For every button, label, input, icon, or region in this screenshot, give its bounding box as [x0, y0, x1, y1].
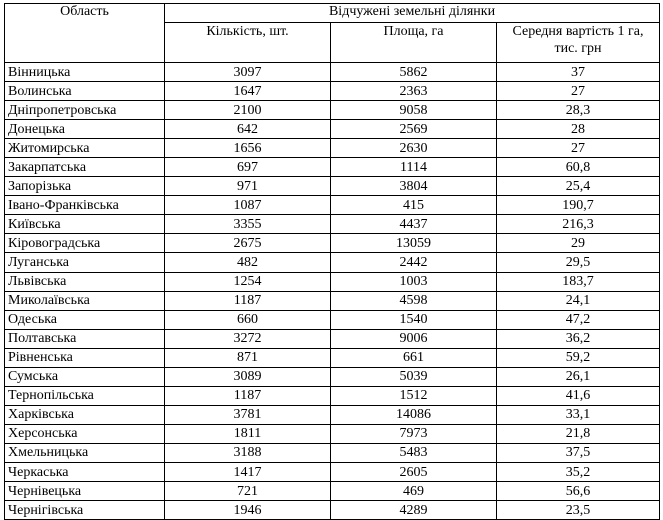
area-cell: 469: [331, 482, 497, 501]
count-cell: 1647: [165, 82, 331, 101]
region-cell: Запорізька: [5, 177, 165, 196]
area-cell: 415: [331, 196, 497, 215]
region-cell: Одеська: [5, 310, 165, 329]
region-cell: Миколаївська: [5, 291, 165, 310]
count-cell: 482: [165, 253, 331, 272]
region-cell: Львівська: [5, 272, 165, 291]
count-cell: 1417: [165, 462, 331, 481]
area-cell: 4289: [331, 501, 497, 520]
count-cell: 642: [165, 120, 331, 139]
count-cell: 721: [165, 482, 331, 501]
table-body: [5, 63, 660, 520]
area-cell: 5483: [331, 443, 497, 462]
count-cell: 1254: [165, 272, 331, 291]
avg-price-cell: 41,6: [497, 386, 660, 405]
header-area: Площа, га: [331, 23, 497, 63]
count-cell: 3781: [165, 405, 331, 424]
table-row: [5, 101, 660, 120]
table-row: [5, 329, 660, 348]
area-cell: 2442: [331, 253, 497, 272]
region-cell: Чернівецька: [5, 482, 165, 501]
area-cell: 9058: [331, 101, 497, 120]
region-cell: Донецька: [5, 120, 165, 139]
table-row: [5, 405, 660, 424]
count-cell: 2100: [165, 101, 331, 120]
region-cell: Івано-Франківська: [5, 196, 165, 215]
region-cell: Чернігівська: [5, 501, 165, 520]
count-cell: 1187: [165, 291, 331, 310]
region-cell: Закарпатська: [5, 158, 165, 177]
avg-price-cell: 183,7: [497, 272, 660, 291]
count-cell: 871: [165, 348, 331, 367]
area-cell: 4598: [331, 291, 497, 310]
table-row: [5, 291, 660, 310]
avg-price-cell: 21,8: [497, 424, 660, 443]
avg-price-cell: 23,5: [497, 501, 660, 520]
table-row: [5, 120, 660, 139]
table-row: [5, 82, 660, 101]
region-cell: Вінницька: [5, 63, 165, 82]
avg-price-cell: 24,1: [497, 291, 660, 310]
avg-price-cell: 33,1: [497, 405, 660, 424]
area-cell: 4437: [331, 215, 497, 234]
header-count: Кількість, шт.: [165, 23, 331, 63]
count-cell: 971: [165, 177, 331, 196]
region-cell: Луганська: [5, 253, 165, 272]
table-row: [5, 482, 660, 501]
avg-price-cell: 60,8: [497, 158, 660, 177]
area-cell: 2569: [331, 120, 497, 139]
avg-price-cell: 28,3: [497, 101, 660, 120]
region-cell: Тернопільська: [5, 386, 165, 405]
region-cell: Волинська: [5, 82, 165, 101]
avg-price-cell: 190,7: [497, 196, 660, 215]
count-cell: 660: [165, 310, 331, 329]
avg-price-cell: 29,5: [497, 253, 660, 272]
area-cell: 13059: [331, 234, 497, 253]
header-region: Область: [5, 4, 165, 63]
area-cell: 1114: [331, 158, 497, 177]
area-cell: 1003: [331, 272, 497, 291]
table-row: [5, 443, 660, 462]
count-cell: 3272: [165, 329, 331, 348]
count-cell: 1656: [165, 139, 331, 158]
table-row: [5, 253, 660, 272]
area-cell: 1512: [331, 386, 497, 405]
avg-price-cell: 29: [497, 234, 660, 253]
avg-price-cell: 28: [497, 120, 660, 139]
table-row: [5, 196, 660, 215]
area-cell: 5862: [331, 63, 497, 82]
count-cell: 3355: [165, 215, 331, 234]
table-row: [5, 310, 660, 329]
count-cell: 2675: [165, 234, 331, 253]
area-cell: 5039: [331, 367, 497, 386]
header-avg-price: Середня вартість 1 га, тис. грн: [497, 23, 660, 63]
header-group: Відчужені земельні ділянки: [165, 4, 660, 23]
area-cell: 661: [331, 348, 497, 367]
land-plots-table: [4, 3, 660, 520]
table-row: [5, 177, 660, 196]
area-cell: 1540: [331, 310, 497, 329]
region-cell: Кіровоградська: [5, 234, 165, 253]
area-cell: 2363: [331, 82, 497, 101]
region-cell: Херсонська: [5, 424, 165, 443]
region-cell: Черкаська: [5, 462, 165, 481]
avg-price-cell: 37: [497, 63, 660, 82]
table-row: [5, 367, 660, 386]
count-cell: 1087: [165, 196, 331, 215]
table-row: [5, 215, 660, 234]
table-row: [5, 424, 660, 443]
count-cell: 1187: [165, 386, 331, 405]
avg-price-cell: 56,6: [497, 482, 660, 501]
region-cell: Харківська: [5, 405, 165, 424]
avg-price-cell: 36,2: [497, 329, 660, 348]
avg-price-cell: 25,4: [497, 177, 660, 196]
avg-price-cell: 27: [497, 82, 660, 101]
table-row: [5, 158, 660, 177]
region-cell: Житомирська: [5, 139, 165, 158]
avg-price-cell: 27: [497, 139, 660, 158]
avg-price-cell: 35,2: [497, 462, 660, 481]
area-cell: 2605: [331, 462, 497, 481]
region-cell: Київська: [5, 215, 165, 234]
count-cell: 3188: [165, 443, 331, 462]
table-row: [5, 501, 660, 520]
table-row: [5, 348, 660, 367]
avg-price-cell: 37,5: [497, 443, 660, 462]
region-cell: Дніпропетровська: [5, 101, 165, 120]
table-row: [5, 139, 660, 158]
table-row: [5, 63, 660, 82]
area-cell: 2630: [331, 139, 497, 158]
table-row: [5, 234, 660, 253]
count-cell: 1811: [165, 424, 331, 443]
region-cell: Рівненська: [5, 348, 165, 367]
avg-price-cell: 216,3: [497, 215, 660, 234]
region-cell: Хмельницька: [5, 443, 165, 462]
count-cell: 697: [165, 158, 331, 177]
avg-price-cell: 59,2: [497, 348, 660, 367]
table-row: [5, 462, 660, 481]
avg-price-cell: 47,2: [497, 310, 660, 329]
table-row: [5, 272, 660, 291]
area-cell: 9006: [331, 329, 497, 348]
avg-price-cell: 26,1: [497, 367, 660, 386]
count-cell: 3097: [165, 63, 331, 82]
count-cell: 1946: [165, 501, 331, 520]
region-cell: Сумська: [5, 367, 165, 386]
count-cell: 3089: [165, 367, 331, 386]
region-cell: Полтавська: [5, 329, 165, 348]
area-cell: 14086: [331, 405, 497, 424]
area-cell: 3804: [331, 177, 497, 196]
table-row: [5, 386, 660, 405]
area-cell: 7973: [331, 424, 497, 443]
